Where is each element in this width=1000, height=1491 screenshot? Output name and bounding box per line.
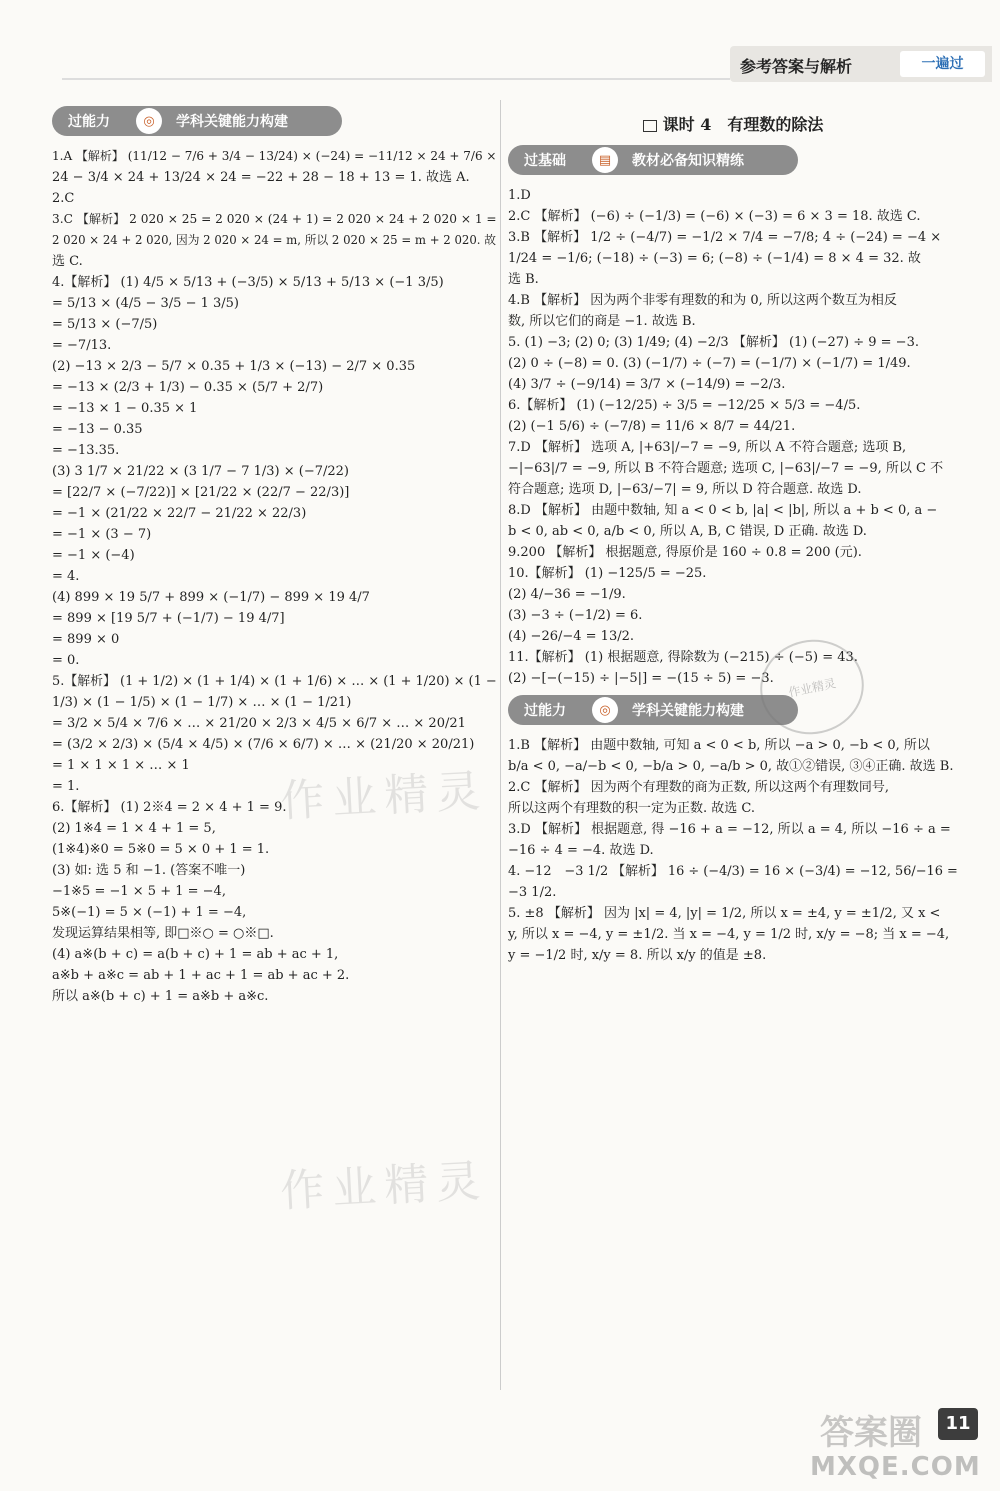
answer-line: 1.B 【解析】 由题中数轴, 可知 a < 0 < b, 所以 −a > 0, −b < 0, 所以 [508,738,930,753]
answer-line: = 5/13 × (4/5 − 3/5 − 1 3/5) [52,296,240,311]
answer-line: b < 0, ab < 0, a/b < 0, 所以 A, B, C 错误, D 正确. 故选 D. [508,524,867,539]
answer-line: 选 B. [508,272,539,287]
answer-line: (4) a※(b + c) = a(b + c) + 1 = ab + ac + 1, [52,947,339,962]
answer-line: (2) −13 × 2/3 − 5/7 × 0.35 + 1/3 × (−13) − 2/7 × 0.35 [52,359,416,374]
document-icon: ▤ [592,147,618,173]
answer-line: 24 − 3/4 × 24 + 13/24 × 24 = −22 + 28 − 18 + 13 = 1. 故选 A. [52,170,470,185]
answer-line: (1※4)※0 = 5※0 = 5 × 0 + 1 = 1. [52,842,270,857]
banner-label: 过基础 [524,153,566,169]
answer-line: 1/3) × (1 − 1/5) × (1 − 1/7) × … × (1 − 1/21) [52,695,352,710]
banner-label: 过能力 [524,703,566,719]
answer-list [52,146,497,1007]
right-column [508,100,958,966]
answer-line: = 0. [52,653,80,668]
answer-line: (4) −26/−4 = 13/2. [508,629,635,644]
site-watermark: 答案圈 [820,1413,922,1453]
answer-line: 4. −12 −3 1/2 【解析】 16 ÷ (−4/3) = 16 × (−3/4) = −12, 56/−16 = [508,864,958,879]
answer-line: = 1. [52,779,80,794]
answer-line: = [22/7 × (−7/22)] × [21/22 × (22/7 − 22/3)] [52,485,350,500]
answer-line: (4) 3/7 ÷ (−9/14) = 3/7 × (−14/9) = −2/3. [508,377,786,392]
answer-line: = 899 × [19 5/7 + (−1/7) − 19 4/7] [52,611,285,626]
answer-line: 4.【解析】 (1) 4/5 × 5/13 + (−3/5) × 5/13 + 5/13 × (−1 3/5) [52,275,444,290]
left-column [52,100,497,1007]
answer-line: 1.D [508,188,531,203]
header-title: 参考答案与解析 [740,57,853,76]
answer-line: 数, 所以它们的商是 −1. 故选 B. [508,314,696,329]
answer-line: = −13 − 0.35 [52,422,143,437]
answer-line: 1.A 【解析】 (11/12 − 7/6 + 3/4 − 13/24) × (−24) = −11/12 × 24 + 7/6 × [52,149,497,163]
banner-subtitle: 教材必备知识精练 [632,153,744,169]
answer-line: 2.C [52,191,75,206]
answer-line: (3) 如: 选 5 和 −1. (答案不唯一) [52,863,246,878]
answer-line: 2.C 【解析】 因为两个有理数的商为正数, 所以这两个有理数同号, [508,780,890,795]
answer-line: 5. ±8 【解析】 因为 |x| = 4, |y| = 1/2, 所以 x = ±4, y = ±1/2, 又 x < [508,906,941,921]
answer-line: = 1 × 1 × 1 × … × 1 [52,758,190,773]
answer-line: 10.【解析】 (1) −125/5 = −25. [508,566,707,581]
answer-line: 9.200 【解析】 根据题意, 得原价是 160 ÷ 0.8 = 200 (元). [508,545,862,560]
answer-line: 3.C 【解析】 2 020 × 25 = 2 020 × (24 + 1) = 2 020 × 24 + 2 020 × 1 = [52,212,497,226]
answer-line: y, 所以 x = −4, y = ±1/2. 当 x = −4, y = 1/2 时, x/y = −8; 当 x = −4, [508,927,950,942]
answer-line: 5. (1) −3; (2) 0; (3) 1/49; (4) −2/3 【解析】 (1) (−27) ÷ 9 = −3. [508,335,919,350]
answer-line: (4) 899 × 19 5/7 + 899 × (−1/7) − 899 × 19 4/7 [52,590,370,605]
answer-line: (2) 4/−36 = −1/9. [508,587,626,602]
answer-line: (2) 0 ÷ (−8) = 0. (3) (−1/7) ÷ (−7) = (−1/7) × (−1/7) = 1/49. [508,356,911,371]
section-banner-ability [52,106,342,136]
target-icon: ◎ [592,697,618,723]
answer-line: 7.D 【解析】 选项 A, |+63|/−7 = −9, 所以 A 不符合题意; 选项 B, [508,440,907,455]
answer-line: = −13.35. [52,443,120,458]
answer-line: 6.【解析】 (1) 2※4 = 2 × 4 + 1 = 9. [52,800,287,815]
column-divider [500,100,501,1390]
answer-line: a※b + a※c = ab + 1 + ac + 1 = ab + ac + 2. [52,968,350,983]
answer-line: = 3/2 × 5/4 × 7/6 × … × 21/20 × 2/3 × 4/5 × 6/7 × … × 20/21 [52,716,466,731]
answer-line: −|−63|/7 = −9, 所以 B 不符合题意; 选项 C, |−63|/−7 = −9, 所以 C 不 [508,461,944,476]
answer-line: (2) (−1 5/6) ÷ (−7/8) = 11/6 × 8/7 = 44/21. [508,419,796,434]
answer-line: −1※5 = −1 × 5 + 1 = −4, [52,884,226,899]
header-rule [62,78,730,80]
stamp-seal: 作业精灵 [751,630,872,744]
answer-line: (3) 3 1/7 × 21/22 × (3 1/7 − 7 1/3) × (−7/22) [52,464,349,479]
answer-line: 3.D 【解析】 根据题意, 得 −16 + a = −12, 所以 a = 4, 所以 −16 ÷ a = [508,822,951,837]
book-icon [643,120,657,132]
banner-subtitle: 学科关键能力构建 [632,703,744,719]
watermark: 作业精灵 [279,765,490,828]
answer-list [508,185,958,689]
answer-line: 11.【解析】 (1) 根据题意, 得除数为 (−215) ÷ (−5) = 43. [508,650,858,665]
page-header [730,46,992,82]
answer-line: 5.【解析】 (1 + 1/2) × (1 + 1/4) × (1 + 1/6) × … × (1 + 1/20) × (1 − [52,674,497,689]
answer-line: 1/24 = −1/6; (−18) ÷ (−3) = 6; (−8) ÷ (−1/4) = 8 × 4 = 32. 故 [508,251,921,266]
answer-line: = 5/13 × (−7/5) [52,317,158,332]
section-banner-basics [508,145,798,175]
banner-label: 过能力 [68,114,110,130]
answer-line: b/a < 0, −a/−b < 0, −b/a > 0, −a/b > 0, 故①②错误, ③④正确. 故选 B. [508,759,954,774]
lesson-title-text: 课时 4 有理数的除法 [662,115,824,134]
answer-line: y = −1/2 时, x/y = 8. 所以 x/y 的值是 ±8. [508,948,767,963]
answer-line: 3.B 【解析】 1/2 ÷ (−4/7) = −1/2 × 7/4 = −7/8; 4 ÷ (−24) = −4 × [508,230,942,245]
answer-line: 符合题意; 选项 D, |−63/−7| = 9, 所以 D 符合题意. 故选 D. [508,482,862,497]
answer-line: −16 ÷ 4 = −4. 故选 D. [508,843,654,858]
brand-logo: 一遍过 [900,51,985,77]
watermark: 作业精灵 [279,1155,490,1218]
answer-line: 5※(−1) = 5 × (−1) + 1 = −4, [52,905,247,920]
answer-line: = −7/13. [52,338,112,353]
page-number: 11 [938,1408,978,1440]
answer-line: 2 020 × 24 + 2 020, 因为 2 020 × 24 = m, 所以 2 020 × 25 = m + 2 020. 故 [52,233,496,247]
banner-subtitle: 学科关键能力构建 [176,114,288,130]
section-banner-ability [508,695,798,725]
answer-line: = −13 × (2/3 + 1/3) − 0.35 × (5/7 + 2/7) [52,380,324,395]
answer-line: (2) −[−(−15) ÷ |−5|] = −(15 ÷ 5) = −3. [508,671,774,686]
answer-line: 8.D 【解析】 由题中数轴, 知 a < 0 < b, |a| < |b|, 所以 a + b < 0, a − [508,503,938,518]
answer-line: = 899 × 0 [52,632,120,647]
answer-line: (3) −3 ÷ (−1/2) = 6. [508,608,643,623]
answer-line: 4.B 【解析】 因为两个非零有理数的和为 0, 所以这两个数互为相反 [508,293,897,308]
answer-line: 选 C. [52,254,83,269]
answer-list [508,735,958,966]
answer-line: = 4. [52,569,80,584]
answer-line: 所以这两个有理数的积一定为正数. 故选 C. [508,801,756,816]
answer-line: (2) 1※4 = 1 × 4 + 1 = 5, [52,821,216,836]
answer-line: 2.C 【解析】 (−6) ÷ (−1/3) = (−6) × (−3) = 6 × 3 = 18. 故选 C. [508,209,921,224]
answer-line: = −1 × (21/22 × 22/7 − 21/22 × 22/3) [52,506,307,521]
answer-line: = −1 × (−4) [52,548,135,563]
answer-line: = −13 × 1 − 0.35 × 1 [52,401,198,416]
answer-line: 所以 a※(b + c) + 1 = a※b + a※c. [52,989,269,1004]
lesson-title [508,112,958,135]
answer-line: = −1 × (3 − 7) [52,527,152,542]
answer-line: −3 1/2. [508,885,557,900]
target-icon: ◎ [136,108,162,134]
answer-line: 6.【解析】 (1) (−12/25) ÷ 3/5 = −12/25 × 5/3 = −4/5. [508,398,861,413]
answer-line: = (3/2 × 2/3) × (5/4 × 4/5) × (7/6 × 6/7) × … × (21/20 × 20/21) [52,737,475,752]
site-url: MXQE.COM [810,1452,981,1482]
answer-line: 发现运算结果相等, 即□※○ = ○※□. [52,926,274,941]
